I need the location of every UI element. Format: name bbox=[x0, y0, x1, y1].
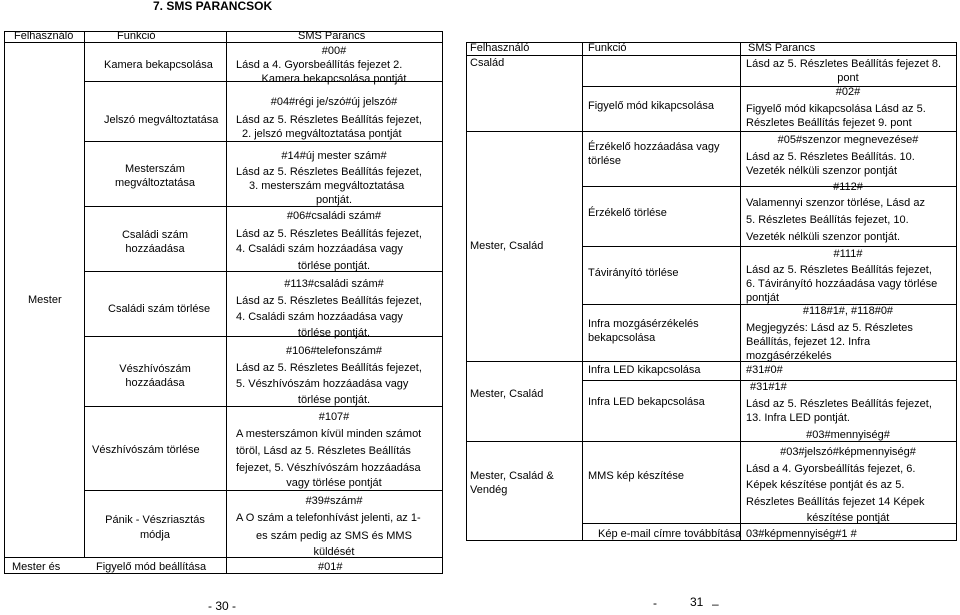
right-cmd-line: mozgásérzékelés bbox=[746, 350, 832, 362]
left-header-command: SMS Parancs bbox=[298, 30, 366, 42]
right-func-row: Infra LED bekapcsolása bbox=[588, 396, 705, 408]
right-cmd-line: Részletes Beállítás fejezet 9. pont bbox=[746, 117, 912, 129]
right-cmd-line: 13. Infra LED pontját. bbox=[746, 412, 850, 424]
right-cmd-line: Képek készítése pontját és az 5. bbox=[746, 479, 905, 491]
left-cmd-line: küldését bbox=[313, 546, 355, 558]
right-cmd-line: #118#1#, #118#0# bbox=[802, 305, 894, 317]
left-cmd-line: Kamera bekapcsolása pontját bbox=[261, 73, 407, 85]
left-cmd-line: pontját. bbox=[315, 194, 353, 206]
right-func-row: törlése bbox=[588, 155, 622, 167]
left-cmd-line: törlése pontját. bbox=[297, 394, 371, 406]
left-cmd-line: #106#telefonszám# bbox=[285, 345, 382, 357]
right-func-row: Érzékelő hozzáadása vagy bbox=[588, 141, 720, 153]
right-func-row: Infra LED kikapcsolása bbox=[588, 364, 701, 376]
right-cmd-line: Vezeték nélküli szenzor pontját bbox=[746, 165, 898, 177]
right-cmd-line: Figyelő mód kikapcsolása Lásd az 5. bbox=[746, 103, 926, 115]
left-footer-user: Mester és bbox=[12, 561, 61, 573]
right-cmd-line: pont bbox=[837, 72, 859, 84]
right-page-dash: – bbox=[712, 597, 719, 611]
left-func-row: Kamera bekapcsolása bbox=[104, 59, 213, 71]
right-cmd-line: Lásd a 4. Gyorsbeállítás fejezet, 6. bbox=[746, 463, 916, 475]
left-cmd-line: #04#régi je/szó#új jelszó# bbox=[270, 96, 398, 108]
left-func-row: Mesterszám bbox=[125, 163, 185, 175]
left-cmd-line: #14#új mester szám# bbox=[281, 150, 387, 162]
left-cmd-line: 5. Vészhívószám hozzáadása vagy bbox=[236, 378, 409, 390]
right-func-row: bekapcsolása bbox=[588, 332, 656, 344]
right-cmd-line: Vezeték nélküli szenzor pontját. bbox=[746, 231, 901, 243]
right-cmd-line: #03#mennyiség# bbox=[806, 429, 890, 441]
left-func-row: Jelszó megváltoztatása bbox=[104, 114, 219, 126]
left-func-row: Pánik - Vészriasztás bbox=[105, 514, 205, 526]
left-user-master: Mester bbox=[28, 294, 62, 306]
right-cmd-line: Lásd az 5. Részletes Beállítás. 10. bbox=[746, 151, 915, 163]
left-func-row: hozzáadása bbox=[125, 377, 185, 389]
right-user-master-family: Mester, Család bbox=[470, 388, 544, 400]
left-cmd-line: Lásd az 5. Részletes Beállítás fejezet, bbox=[236, 362, 422, 374]
right-cmd-line: #02# bbox=[835, 86, 861, 98]
right-cmd-line: 6. Távirányító hozzáadása vagy törlése bbox=[746, 278, 938, 290]
left-cmd-line: 4. Családi szám hozzáadása vagy bbox=[236, 311, 403, 323]
left-func-row: módja bbox=[140, 529, 170, 541]
right-cmd-line: #111# bbox=[833, 248, 863, 260]
left-header-user: Felhasználó bbox=[14, 30, 74, 42]
right-cmd-line: Lásd az 5. Részletes Beállítás fejezet, bbox=[746, 398, 932, 410]
right-page-dash: - bbox=[653, 596, 657, 610]
left-cmd-line: 3. mesterszám megváltoztatása bbox=[249, 180, 405, 192]
right-cmd-line: pontját bbox=[746, 292, 780, 304]
right-func-row: Érzékelő törlése bbox=[588, 207, 667, 219]
left-cmd-line: #00# bbox=[321, 45, 347, 57]
right-func-row: Kép e-mail címre továbbítása bbox=[598, 528, 742, 540]
left-cmd-line: töröl, Lásd az 5. Részletes Beállítás bbox=[236, 445, 411, 457]
left-cmd-line: vagy törlése pontját bbox=[286, 477, 382, 489]
left-footer-cmd: #01# bbox=[318, 561, 343, 573]
left-func-row: Vészhívószám törlése bbox=[92, 444, 200, 456]
left-func-row: Családi szám törlése bbox=[108, 303, 211, 315]
left-cmd-line: Lásd az 5. Részletes Beállítás fejezet, bbox=[236, 295, 422, 307]
right-cmd-line: Részletes Beállítás fejezet 14 Képek bbox=[746, 496, 925, 508]
left-func-row: Családi szám bbox=[121, 229, 189, 241]
left-page-number: - 30 - bbox=[208, 599, 237, 613]
right-user-master-family-guest: Vendég bbox=[470, 484, 508, 496]
right-header-command: SMS Parancs bbox=[748, 42, 816, 54]
left-cmd-line: A O szám a telefonhívást jelenti, az 1- bbox=[236, 512, 421, 524]
left-cmd-line: es szám pedig az SMS és MMS bbox=[256, 530, 412, 542]
right-cmd-line: Valamennyi szenzor törlése, Lásd az bbox=[746, 197, 925, 209]
right-cmd-line: #03#jelszó#képmennyiség# bbox=[780, 446, 916, 458]
left-footer-func: Figyelő mód beállítása bbox=[96, 561, 207, 573]
right-cmd-line: 03#képmennyiség#1 # bbox=[746, 528, 857, 540]
right-func-row: Figyelő mód kikapcsolása bbox=[588, 100, 714, 112]
left-cmd-line: Lásd az 5. Részletes Beállítás fejezet, bbox=[236, 166, 422, 178]
left-header-function: Funkció bbox=[117, 30, 156, 42]
right-func-row: MMS kép készítése bbox=[588, 470, 684, 482]
right-user-master-family-guest: Mester, Család & bbox=[470, 470, 554, 482]
left-cmd-line: törlése pontját. bbox=[297, 260, 371, 272]
left-func-row: hozzáadása bbox=[125, 243, 185, 255]
right-header-function: Funkció bbox=[588, 42, 627, 54]
right-cmd-line: Lásd az 5. Részletes Beállítás fejezet 8. bbox=[746, 58, 942, 70]
right-cmd-line: #31#0# bbox=[746, 364, 783, 376]
right-func-row: Infra mozgásérzékelés bbox=[588, 318, 699, 330]
left-cmd-line: Lásd az 5. Részletes Beállítás fejezet, bbox=[236, 114, 422, 126]
left-cmd-line: fejezet, 5. Vészhívószám hozzáadása bbox=[236, 462, 421, 474]
left-func-row: Vészhívószám bbox=[119, 363, 191, 375]
right-page-number: 31 bbox=[690, 595, 704, 609]
left-cmd-line: #113#családi szám# bbox=[284, 278, 384, 290]
right-cmd-line: készítése pontját bbox=[806, 512, 890, 524]
right-cmd-line: Megjegyzés: Lásd az 5. Részletes bbox=[746, 322, 913, 334]
right-cmd-line: #05#szenzor megnevezése# bbox=[777, 134, 919, 146]
right-header-user: Felhasználó bbox=[470, 42, 530, 54]
left-cmd-line: A mesterszámon kívül minden számot bbox=[236, 428, 422, 440]
right-cmd-line: 5. Részletes Beállítás fejezet, 10. bbox=[746, 214, 909, 226]
right-cmd-line: #31#1# bbox=[750, 381, 787, 393]
right-user-master-family: Mester, Család bbox=[470, 240, 544, 252]
left-cmd-line: törlése pontját. bbox=[297, 327, 371, 339]
right-func-row: Távirányító törlése bbox=[588, 267, 679, 279]
right-user-family: Család bbox=[470, 57, 505, 69]
left-func-row: megváltoztatása bbox=[114, 177, 196, 189]
right-cmd-line: Lásd az 5. Részletes Beállítás fejezet, bbox=[746, 264, 932, 276]
left-cmd-line: #107# bbox=[318, 411, 350, 423]
left-cmd-line: #06#családi szám# bbox=[286, 210, 382, 222]
left-cmd-line: Lásd az 5. Részletes Beállítás fejezet, bbox=[236, 228, 422, 240]
left-cmd-line: 2. jelszó megváltoztatása pontját bbox=[242, 128, 402, 140]
section-title: 7. SMS PARANCSOK bbox=[153, 0, 273, 13]
left-cmd-line: #39#szám# bbox=[305, 495, 363, 507]
right-cmd-line: #112# bbox=[833, 181, 863, 193]
right-cmd-line: Beállítás, fejezet 12. Infra bbox=[746, 336, 871, 348]
left-cmd-line: Lásd a 4. Gyorsbeállítás fejezet 2. bbox=[236, 59, 403, 71]
left-cmd-line: 4. Családi szám hozzáadása vagy bbox=[236, 243, 403, 255]
